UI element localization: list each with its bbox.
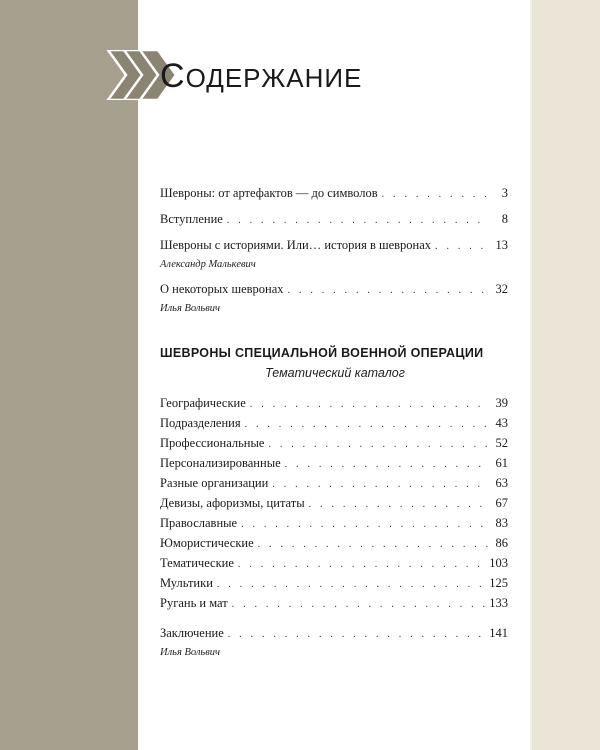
- toc-author: Илья Вольвич: [160, 303, 221, 314]
- toc-label: Географические: [160, 396, 246, 410]
- toc-page-number: 125: [489, 576, 508, 590]
- catalog-toc: [160, 394, 508, 614]
- toc-row[interactable]: [160, 434, 508, 454]
- toc-label: Православные: [160, 516, 238, 530]
- toc-entry: [160, 184, 508, 204]
- toc-row[interactable]: [160, 394, 508, 414]
- title-rest: ОДЕРЖАНИЕ: [185, 63, 363, 93]
- toc-page-number: 52: [495, 436, 508, 450]
- toc-leader: [435, 237, 488, 256]
- toc-row[interactable]: [160, 474, 508, 494]
- toc-label: О некоторых шевронах: [160, 282, 284, 296]
- toc-row[interactable]: [160, 554, 508, 574]
- toc-author: Александр Малькевич: [160, 259, 256, 270]
- toc-leader: [250, 395, 488, 414]
- toc-page-number: 141: [489, 626, 508, 640]
- toc-leader: [268, 435, 488, 454]
- toc-entry: [160, 236, 508, 272]
- toc-page-number: 32: [495, 282, 508, 296]
- toc-leader: [245, 415, 488, 434]
- toc-page-number: 133: [489, 596, 508, 610]
- toc-row[interactable]: [160, 494, 508, 514]
- toc-leader: [238, 555, 485, 574]
- toc-leader: [228, 625, 486, 644]
- toc-label: Подразделения: [160, 416, 241, 430]
- toc-leader: [288, 281, 488, 300]
- toc-label: Заключение: [160, 626, 224, 640]
- section-subtitle: Тематический каталог: [265, 366, 405, 380]
- toc-row[interactable]: [160, 594, 508, 614]
- title-initial: С: [160, 57, 186, 95]
- toc-label: Вступление: [160, 212, 223, 226]
- toc-entry: [160, 280, 508, 316]
- toc-row[interactable]: [160, 236, 508, 256]
- toc-row[interactable]: [160, 184, 508, 204]
- toc-page-number: 61: [495, 456, 508, 470]
- toc-label: Шевроны: от артефактов — до символов: [160, 186, 378, 200]
- toc-leader: [309, 495, 488, 514]
- toc-page-number: 67: [495, 496, 508, 510]
- toc-label: Ругань и мат: [160, 596, 228, 610]
- toc-entry: [160, 210, 508, 230]
- toc-leader: [241, 515, 488, 534]
- toc-label: Шевроны с историями. Или… история в шевронах: [160, 238, 432, 252]
- toc-leader: [272, 475, 488, 494]
- toc-label: Мультики: [160, 576, 213, 590]
- toc-row[interactable]: [160, 210, 508, 230]
- toc-row[interactable]: [160, 624, 508, 644]
- toc-row[interactable]: [160, 514, 508, 534]
- toc-page-number: 39: [495, 396, 508, 410]
- closing-toc: [160, 624, 508, 660]
- toc-row[interactable]: [160, 280, 508, 300]
- toc-row[interactable]: [160, 414, 508, 434]
- toc-leader: [258, 535, 488, 554]
- toc-leader: [227, 211, 488, 230]
- intro-toc: [160, 184, 508, 316]
- left-color-band: [0, 0, 138, 750]
- toc-page-number: 86: [495, 536, 508, 550]
- toc-label: Юмористические: [160, 536, 254, 550]
- toc-page-number: 83: [495, 516, 508, 530]
- toc-page-number: 13: [495, 238, 508, 252]
- page-title: [160, 56, 362, 98]
- toc-label: Девизы, афоризмы, цитаты: [160, 496, 305, 510]
- toc-row[interactable]: [160, 534, 508, 554]
- toc-row[interactable]: [160, 574, 508, 594]
- toc-label: Разные организации: [160, 476, 269, 490]
- toc-leader: [382, 185, 488, 204]
- toc-page-number: 103: [489, 556, 508, 570]
- toc-label: Персонализированные: [160, 456, 281, 470]
- toc-author: Илья Вольвич: [160, 647, 221, 658]
- toc-label: Профессиональные: [160, 436, 265, 450]
- toc-row[interactable]: [160, 454, 508, 474]
- toc-entry: [160, 624, 508, 660]
- toc-leader: [285, 455, 488, 474]
- toc-page-number: 3: [501, 186, 508, 200]
- toc-page-number: 43: [495, 416, 508, 430]
- section-title: ШЕВРОНЫ СПЕЦИАЛЬНОЙ ВОЕННОЙ ОПЕРАЦИИ: [160, 346, 484, 360]
- toc-page-number: 8: [501, 212, 508, 226]
- toc-page-number: 63: [495, 476, 508, 490]
- right-color-band: [532, 0, 600, 750]
- toc-label: Тематические: [160, 556, 234, 570]
- toc-leader: [232, 595, 486, 614]
- toc-leader: [217, 575, 485, 594]
